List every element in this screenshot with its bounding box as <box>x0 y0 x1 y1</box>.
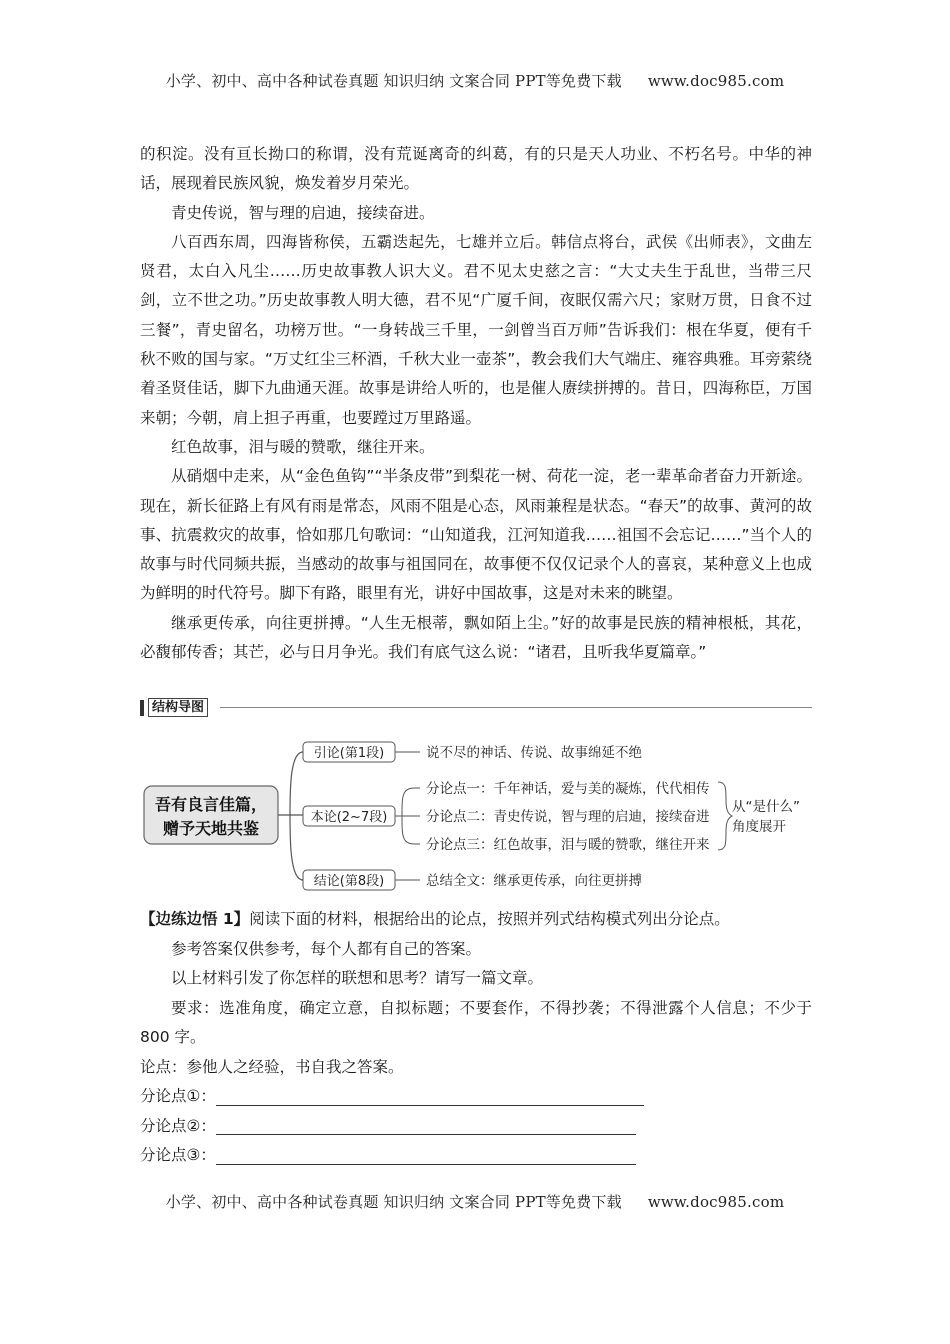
sub-point-label-2: 分论点②： <box>140 1116 216 1135</box>
page-header <box>0 70 950 91</box>
angle-brace <box>718 782 732 850</box>
conclusion-text: 总结全文：继承更传承，向往更拼搏 <box>426 873 642 889</box>
sub-point-line-3 <box>140 1141 812 1171</box>
section-heading <box>140 697 812 719</box>
body-label: 本论(2~7段) <box>310 810 388 825</box>
central-line-1: 吾有良言佳篇， <box>154 795 268 814</box>
main-connector <box>278 752 303 880</box>
header-site[interactable]: www.doc985.com <box>647 72 785 90</box>
answer-blank-2[interactable] <box>216 1116 636 1135</box>
footer-site[interactable]: www.doc985.com <box>647 1193 785 1211</box>
angle-line-1: 从“是什么” <box>732 799 800 815</box>
conclusion-label: 结论(第8段) <box>313 874 385 889</box>
sub-point-label-1: 分论点①： <box>140 1087 216 1105</box>
exercise-title: 【边练边悟 1】 <box>140 910 250 928</box>
footer-text: 小学、初中、高中各种试卷真题 知识归纳 文案合同 PPT等免费下载 <box>165 1193 622 1211</box>
exercise-requirements: 要求：选准角度，确定立意，自拟标题；不要套作，不得抄袭；不得泄露个人信息；不少于 800 字。 <box>140 998 812 1046</box>
angle-line-2: 角度展开 <box>732 819 786 835</box>
page-footer <box>0 1191 950 1212</box>
paragraph-1: 的积淀。没有亘长拗口的称谓，没有荒诞离奇的纠葛，有的只是天人功业、不朽名号。中华的神话，展现着民族风貌，焕发着岁月荣光。 <box>140 145 812 193</box>
sub-point-line-2 <box>140 1112 812 1142</box>
article-body <box>140 140 812 667</box>
paragraph-3: 八百西东周，四海皆称侯，五霸迭起先，七雄并立后。韩信点将台，武侯《出师表》，文曲左贤君，太白入凡尘……历史故事教人识大义。君不见太史慈之言：“大丈夫生于乱世，当带三尺剑，立不世之功。”历史故事教人明大德，君不见“广厦千间，夜眠仅需六尺；家财万贯，日食不过三餐”，青史留名，功榜万世。“一身转战三千里，一剑曾当百万师”告诉我们：根在华夏，便有千秋不败的国与家。“万丈红尘三杯酒，千秋大业一壶茶”，教会我们大气端庄、雍容典雅。耳旁萦绕着圣贤佳话，脚下九曲通天涯。故事是讲给人听的，也是催人赓续拼搏的。昔日，四海称臣，万国来朝；今朝，肩上担子再重，也要蹚过万里路遥。 <box>140 232 812 427</box>
exercise-prompt: 以上材料引发了你怎样的联想和思考？请写一篇文章。 <box>171 969 544 987</box>
body-connector <box>395 788 420 844</box>
section-bar <box>140 700 144 716</box>
exercise-section <box>140 905 812 1171</box>
paragraph-4: 红色故事，泪与暖的赞歌，继往开来。 <box>171 437 435 456</box>
sub-point-line-1 <box>140 1082 812 1112</box>
paragraph-2: 青史传说，智与理的启迪，接续奋进。 <box>171 203 435 222</box>
header-text: 小学、初中、高中各种试卷真题 知识归纳 文案合同 PPT等免费下载 <box>165 72 622 90</box>
answer-blank-3[interactable] <box>216 1146 636 1165</box>
structure-mindmap <box>140 730 812 900</box>
exercise-header <box>140 905 812 935</box>
intro-text: 说不尽的神话、传说、故事绵延不绝 <box>426 745 642 761</box>
exercise-note: 参考答案仅供参考，每个人都有自己的答案。 <box>171 939 482 958</box>
exercise-thesis: 论点：参他人之经验，书自我之答案。 <box>140 1057 404 1076</box>
central-line-2: 赠予天地共鉴 <box>162 819 260 838</box>
sub-point-2: 分论点二：青史传说，智与理的启迪，接续奋进 <box>426 809 710 825</box>
sub-point-3: 分论点三：红色故事，泪与暖的赞歌，继往开来 <box>426 837 710 853</box>
intro-label: 引论(第1段) <box>313 746 385 761</box>
exercise-instruction: 阅读下面的材料，根据给出的论点，按照并列式结构模式列出分论点。 <box>249 910 730 928</box>
section-title: 结构导图 <box>148 698 208 717</box>
answer-blank-1[interactable] <box>216 1087 644 1106</box>
section-rule <box>220 707 812 708</box>
sub-point-label-3: 分论点③： <box>140 1146 216 1164</box>
paragraph-5: 从硝烟中走来，从“金色鱼钩”“半条皮带”到梨花一树、荷花一淀，老一辈革命者奋力开新途。现在，新长征路上有风有雨是常态，风雨不阻是心态，风雨兼程是状态。“春天”的故事、黄河的故事、抗震救灾的故事，恰如那几句歌词：“山知道我，江河知道我……祖国不会忘记……”当个人的故事与时代同频共振，当感动的故事与祖国同在，故事便不仅仅记录个人的喜哀，某种意义上也成为鲜明的时代符号。脚下有路，眼里有光，讲好中国故事，这是对未来的眺望。 <box>140 467 812 603</box>
sub-point-1: 分论点一：千年神话，爱与美的凝炼，代代相传 <box>426 781 710 797</box>
paragraph-6: 继承更传承，向往更拼搏。“人生无根蒂，飘如陌上尘。”好的故事是民族的精神根柢，其花，必馥郁传香；其芒，必与日月争光。我们有底气这么说：“诸君，且听我华夏篇章。” <box>140 613 812 662</box>
